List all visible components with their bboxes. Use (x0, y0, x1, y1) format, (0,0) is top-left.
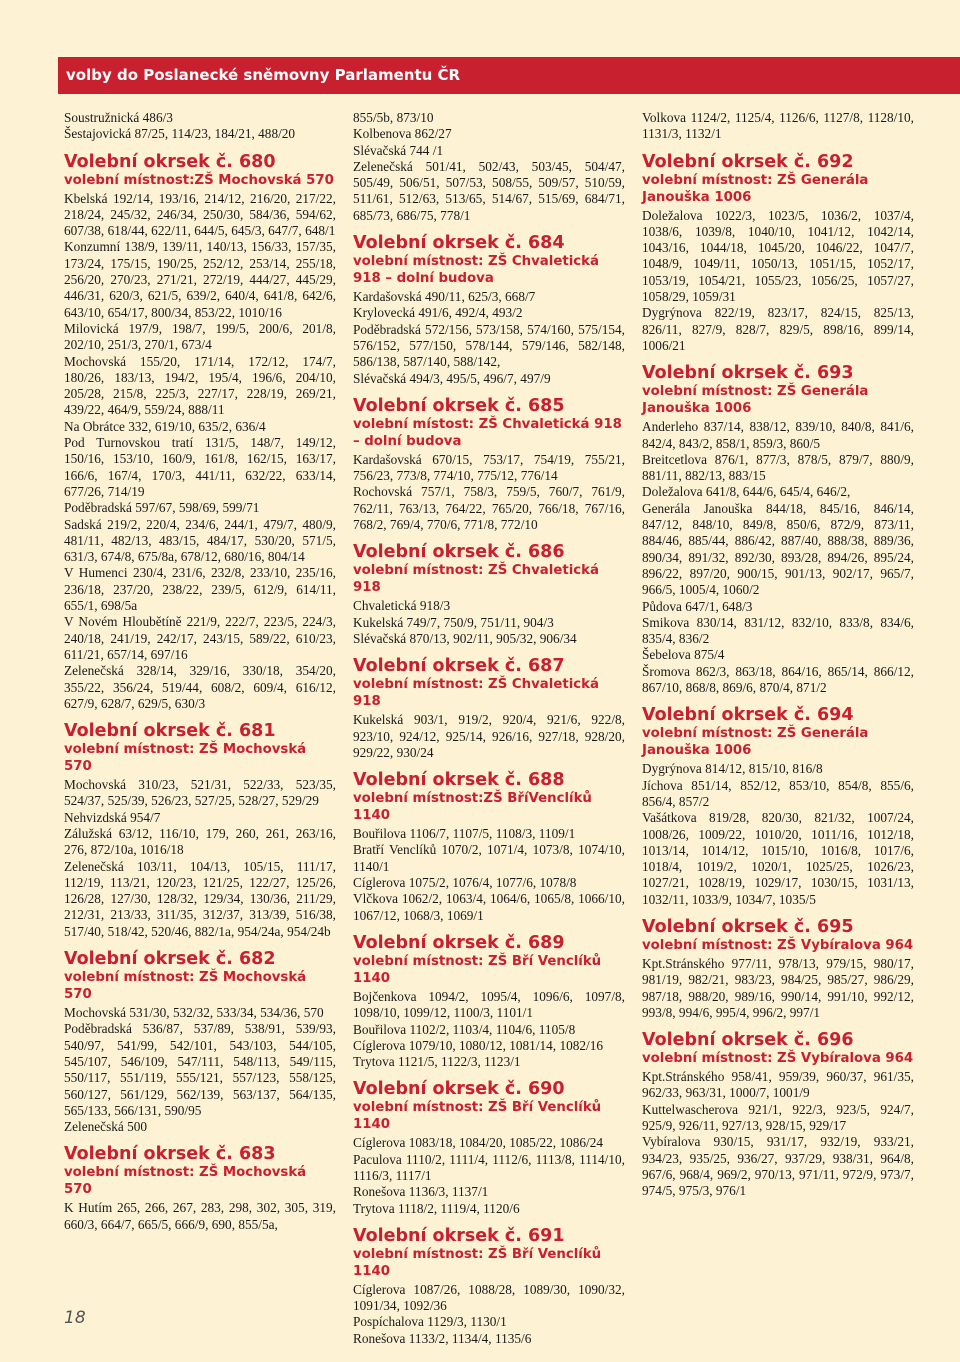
street-entry: Zelenečská 501/41, 502/43, 503/45, 504/47, 505/49, 506/51, 507/53, 508/55, 509/57, 510/59, 511/61, 512/63, 513/65, 514/67, 515/69, 684/71, 685/73, 686/75, 778/1 (353, 158, 625, 223)
street-entry: Slévačská 744 /1 (353, 142, 444, 158)
street-entry: Vašátkova 819/28, 820/30, 821/32, 1007/24, 1008/26, 1009/22, 1010/20, 1011/16, 1012/18, 1013/14, 1014/12, 1015/10, 1016/8, 1017/6, 1018/4, 1019/2, 1020/1, 1025/25, 1026/23, 1027/21, 1028/19, 1029/17, 1030/15, 1031/13, 1032/11, 1033/9, 1034/7, 1035/5 (642, 810, 914, 907)
street-entry: Bojčenkova 1094/2, 1095/4, 1096/6, 1097/8, 1098/10, 1099/12, 1100/3, 1101/1 (353, 988, 625, 1021)
street-entry: Poděbradská 572/156, 573/158, 574/160, 575/154, 576/152, 577/150, 578/144, 579/146, 582/148, 586/138, 587/140, 588/142, (353, 321, 625, 370)
street-entry: Půdova 647/1, 648/3 (642, 598, 753, 614)
page-title: volby do Poslanecké sněmovny Parlamentu ČR (66, 66, 461, 84)
precinct-heading: Volební okrsek č. 681 (64, 721, 276, 742)
column-2 (353, 110, 625, 1347)
precinct-heading: Volební okrsek č. 691 (353, 1225, 565, 1246)
street-entry: Doležalova 641/8, 644/6, 645/4, 646/2, (642, 484, 851, 500)
precinct-section (353, 1080, 625, 1216)
precinct-heading: Volební okrsek č. 694 (642, 705, 854, 726)
street-entry: Kukelská 903/1, 919/2, 920/4, 921/6, 922/8, 923/10, 924/12, 925/14, 926/16, 927/18, 928/20, 929/22, 930/24 (353, 712, 625, 760)
precinct-heading: Volební okrsek č. 683 (64, 1144, 276, 1165)
polling-station: volební místnost: ZŠ Generála Janouška 1006 (642, 726, 869, 759)
precinct-heading: Volební okrsek č. 690 (353, 1079, 565, 1100)
street-entry: Smikova 830/14, 831/12, 832/10, 833/8, 834/6, 835/4, 836/2 (642, 614, 914, 647)
precinct-section (642, 364, 914, 696)
street-entry: Anderleho 837/14, 838/12, 839/10, 840/8, 841/6, 842/4, 843/2, 858/1, 859/3, 860/5 (642, 419, 914, 451)
precinct-section (64, 153, 336, 713)
street-entry: Zelenečská 103/11, 104/13, 105/15, 111/17, 112/19, 113/21, 120/23, 121/25, 122/27, 125/26, 126/28, 127/30, 128/32, 129/34, 130/36, 211/29, 212/31, 213/33, 311/35, 312/37, 313/39, 516/38, 517/40, 518/42, 520/46, 882/1a, 954/24a, 954/24b (64, 858, 336, 939)
polling-station: volební místnost: ZŠ Mochovská 570 (64, 742, 307, 775)
street-entry: Generála Janouška 844/18, 845/16, 846/14, 847/12, 848/10, 849/8, 850/6, 872/9, 873/11, 884/46, 885/44, 886/42, 887/40, 888/38, 889/36, 890/34, 891/32, 892/30, 893/28, 894/26, 895/24, 896/22, 897/20, 900/15, 901/13, 902/17, 965/7, 966/5, 1005/4, 1060/2 (642, 500, 914, 598)
street-entry: Sadská 219/2, 220/4, 234/6, 244/1, 479/7, 480/9, 481/11, 482/13, 483/15, 484/17, 530/20, 571/5, 631/3, 674/8, 675/8a, 678/12, 680/16, 804/14 (64, 516, 336, 565)
polling-station: volební místnost:ZŠ BříVenclíků 1140 (353, 791, 592, 824)
header-banner (58, 57, 960, 94)
street-entry: Doležalova 1022/3, 1023/5, 1036/2, 1037/4, 1038/6, 1039/8, 1040/10, 1041/12, 1042/14, 1043/16, 1044/18, 1045/20, 1046/22, 1047/7, 1048/9, 1049/11, 1050/13, 1051/15, 1052/17, 1053/19, 1054/21, 1055/23, 1056/25, 1057/27, 1058/29, 1059/31 (642, 207, 914, 305)
street-entry: Rochovská 757/1, 758/3, 759/5, 760/7, 761/9, 762/11, 763/13, 764/22, 765/20, 766/18, 767/16, 768/2, 769/4, 770/6, 771/8, 772/10 (353, 484, 625, 533)
street-entry: Kpt.Stránského 977/11, 978/13, 979/15, 980/17, 981/19, 982/21, 983/23, 984/25, 985/27, 986/29, 987/18, 988/20, 989/16, 990/14, 991/10, 992/12, 993/8, 994/6, 995/4, 996/2, 997/1 (642, 955, 914, 1020)
street-entry: Cíglerova 1079/10, 1080/12, 1081/14, 1082/16 (353, 1037, 604, 1053)
street-entry: Pod Turnovskou tratí 131/5, 148/7, 149/12, 150/16, 153/10, 160/9, 161/8, 162/15, 163/17, 166/6, 167/4, 170/3, 441/11, 632/22, 633/14, 677/26, 714/19 (64, 435, 336, 499)
street-entry: Kuttelwascherova 921/1, 922/3, 923/5, 924/7, 925/9, 926/11, 927/13, 928/15, 929/17 (642, 1101, 914, 1134)
precinct-heading: Volební okrsek č. 695 (642, 916, 854, 937)
column-3 (642, 110, 914, 1200)
polling-station: volební místnost: ZŠ Mochovská 570 (64, 970, 307, 1003)
polling-station: volební místnost: ZŠ Vybíralova 964 (642, 937, 914, 953)
street-entry: Bratří Venclíků 1070/2, 1071/4, 1073/8, 1074/10, 1140/1 (353, 842, 625, 874)
polling-station: volební místnost: ZŠ Generála Janouška 1006 (642, 172, 869, 205)
street-entry: Na Obrátce 332, 619/10, 635/2, 636/4 (64, 418, 266, 434)
precinct-heading: Volební okrsek č. 684 (353, 233, 565, 254)
street-entry: Bouřilova 1106/7, 1107/5, 1108/3, 1109/1 (353, 826, 576, 842)
street-entry: Pospíchalova 1129/3, 1130/1 (353, 1314, 507, 1330)
polling-station: volební místnost: ZŠ Mochovská 570 (64, 1165, 307, 1198)
page-number: 18 (64, 1308, 86, 1328)
precinct-heading: Volební okrsek č. 689 (353, 932, 565, 953)
precinct-heading: Volební okrsek č. 685 (353, 395, 565, 416)
precinct-heading: Volební okrsek č. 682 (64, 949, 276, 970)
street-entry: Breitcetlova 876/1, 877/3, 878/5, 879/7, 880/9, 881/11, 882/13, 883/15 (642, 451, 914, 484)
precinct-section (642, 1031, 914, 1199)
street-entry: V Novém Hloubětíně 221/9, 222/7, 223/5, 224/3, 240/18, 241/19, 242/17, 243/15, 589/22, 610/23, 611/21, 657/14, 697/16 (64, 614, 336, 662)
precinct-section (353, 110, 625, 224)
column-1 (64, 110, 336, 1233)
precinct-section (353, 934, 625, 1070)
polling-station: volební místnost: ZŠ Vybíralova 964 (642, 1051, 914, 1067)
polling-station: volební místnost: ZŠ Bří Venclíků 1140 (353, 1246, 602, 1279)
street-entry: Nehvizdská 954/7 (64, 809, 161, 825)
street-entry: Trytova 1118/2, 1119/4, 1120/6 (353, 1200, 520, 1216)
street-entry: Vybíralova 930/15, 931/17, 932/19, 933/21, 934/23, 935/25, 936/27, 937/29, 938/31, 964/8, 967/6, 968/4, 969/2, 970/13, 971/11, 972/9, 973/7, 974/5, 975/3, 976/1 (642, 1134, 914, 1199)
street-entry: Poděbradská 536/87, 537/89, 538/91, 539/93, 540/97, 541/99, 542/101, 543/103, 544/105, 545/107, 546/109, 547/111, 548/113, 549/115, 550/117, 551/119, 555/121, 557/123, 558/125, 560/127, 561/129, 562/139, 563/137, 564/135, 565/133, 566/131, 590/95 (64, 1021, 336, 1118)
street-entry: Cíglerova 1083/18, 1084/20, 1085/22, 1086/24 (353, 1135, 604, 1151)
precinct-heading: Volební okrsek č. 696 (642, 1030, 854, 1051)
precinct-section (353, 771, 625, 924)
street-entry: Slévačská 870/13, 902/11, 905/32, 906/34 (353, 630, 577, 646)
street-entry: Bouřilova 1102/2, 1103/4, 1104/6, 1105/8 (353, 1021, 576, 1037)
street-entry: Milovická 197/9, 198/7, 199/5, 200/6, 201/8, 202/10, 251/3, 270/1, 673/4 (64, 320, 336, 353)
precinct-heading: Volební okrsek č. 686 (353, 542, 565, 563)
street-entry: 855/5b, 873/10 (353, 110, 434, 125)
precinct-heading: Volební okrsek č. 687 (353, 656, 565, 677)
precinct-section (353, 397, 625, 533)
street-entry: Jíchova 851/14, 852/12, 853/10, 854/8, 855/6, 856/4, 857/2 (642, 777, 914, 809)
precinct-heading: Volební okrsek č. 692 (642, 151, 854, 172)
street-entry: Mochovská 531/30, 532/32, 533/34, 534/36, 570 (64, 1005, 324, 1021)
precinct-section (64, 1145, 336, 1233)
street-entry: Ronešova 1136/3, 1137/1 (353, 1184, 489, 1200)
street-entry: Dygrýnova 814/12, 815/10, 816/8 (642, 761, 823, 777)
precinct-section (353, 543, 625, 647)
street-entry: V Humenci 230/4, 231/6, 232/8, 233/10, 235/16, 236/18, 237/20, 238/22, 239/5, 612/9, 614/11, 655/1, 698/5a (64, 565, 336, 614)
street-entry: Šebelova 875/4 (642, 647, 725, 663)
precinct-section (64, 110, 336, 143)
precinct-section (353, 234, 625, 387)
precinct-heading: Volební okrsek č. 693 (642, 363, 854, 384)
street-entry: Mochovská 310/23, 521/31, 522/33, 523/35, 524/37, 525/39, 526/23, 527/25, 528/27, 529/29 (64, 777, 336, 809)
polling-station: volební místnost:ZŠ Mochovská 570 (64, 172, 334, 188)
street-entry: Chvaletická 918/3 (353, 598, 451, 614)
street-entry: Poděbradská 597/67, 598/69, 599/71 (64, 500, 260, 516)
street-entry: Kolbenova 862/27 (353, 126, 452, 142)
street-entry: Kardašovská 490/11, 625/3, 668/7 (353, 289, 536, 305)
street-entry: Kpt.Stránského 958/41, 959/39, 960/37, 961/35, 962/33, 963/31, 1000/7, 1001/9 (642, 1069, 914, 1101)
polling-station: volební místnost: ZŠ Chvaletická 918 (353, 677, 599, 710)
street-entry: Kukelská 749/7, 750/9, 751/11, 904/3 (353, 614, 554, 630)
street-entry: Zálužská 63/12, 116/10, 179, 260, 261, 263/16, 276, 872/10a, 1016/18 (64, 825, 336, 858)
street-entry: Dygrýnova 822/19, 823/17, 824/15, 825/13, 826/11, 827/9, 828/7, 829/5, 898/16, 899/14, 1006/21 (642, 305, 914, 353)
polling-station: volební místnost: ZŠ Bří Venclíků 1140 (353, 953, 602, 986)
street-entry: K Hutím 265, 266, 267, 283, 298, 302, 305, 319, 660/3, 664/7, 665/5, 666/9, 690, 855/5a, (64, 1200, 336, 1232)
street-entry: Cíglerova 1075/2, 1076/4, 1077/6, 1078/8 (353, 875, 577, 891)
polling-station: volební místnost: ZŠ Chvaletická 918 – dolní budova (353, 254, 599, 287)
precinct-section (642, 706, 914, 908)
street-entry: Šromova 862/3, 863/18, 864/16, 865/14, 866/12, 867/10, 868/8, 869/6, 870/4, 871/2 (642, 663, 914, 696)
polling-station: volební místnost: ZŠ Generála Janouška 1006 (642, 384, 869, 417)
street-entry: Konzumní 138/9, 139/11, 140/13, 156/33, 157/35, 173/24, 175/15, 190/25, 252/12, 253/14, 255/18, 256/20, 270/23, 271/21, 272/19, 444/27, 445/29, 446/31, 620/3, 621/5, 639/2, 640/4, 641/8, 642/6, 643/10, 654/17, 800/34, 853/22, 1010/16 (64, 239, 336, 320)
street-entry: Ronešova 1133/2, 1134/4, 1135/6 (353, 1330, 532, 1346)
street-entry: Zelenečská 500 (64, 1119, 148, 1135)
precinct-heading: Volební okrsek č. 688 (353, 770, 565, 791)
precinct-section (353, 1227, 625, 1347)
precinct-section (64, 722, 336, 940)
precinct-section (64, 950, 336, 1135)
street-entry: Mochovská 155/20, 171/14, 172/12, 174/7, 180/26, 183/13, 194/2, 195/4, 196/6, 204/10, 205/28, 215/8, 225/3, 227/17, 228/19, 269/21, 439/22, 464/9, 559/24, 888/11 (64, 353, 336, 418)
precinct-heading: Volební okrsek č. 680 (64, 151, 276, 172)
street-entry: Kbelská 192/14, 193/16, 214/12, 216/20, 217/22, 218/24, 245/32, 246/34, 250/30, 584/36, 594/62, 607/38, 618/44, 622/11, 644/5, 645/3, 647/7, 648/1 (64, 190, 336, 239)
street-entry: Volkova 1124/2, 1125/4, 1126/6, 1127/8, 1128/10, 1131/3, 1132/1 (642, 110, 914, 142)
polling-station: volební místost: ZŠ Chvaletická 918 – dolní budova (353, 416, 622, 449)
street-entry: Krylovecká 491/6, 492/4, 493/2 (353, 305, 523, 321)
precinct-section (353, 657, 625, 761)
street-entry: Šestajovická 87/25, 114/23, 184/21, 488/20 (64, 126, 296, 142)
street-entry: Cíglerova 1087/26, 1088/28, 1089/30, 1090/32, 1091/34, 1092/36 (353, 1281, 625, 1314)
street-entry: Soustružnická 486/3 (64, 110, 173, 125)
street-entry: Zelenečská 328/14, 329/16, 330/18, 354/20, 355/22, 356/24, 519/44, 608/2, 609/4, 616/12, 627/9, 628/7, 629/5, 630/3 (64, 663, 336, 711)
polling-station: volební místnost: ZŠ Chvaletická 918 (353, 563, 599, 596)
polling-station: volební místnost: ZŠ Bří Venclíků 1140 (353, 1100, 602, 1133)
precinct-section (642, 918, 914, 1021)
street-entry: Vlčkova 1062/2, 1063/4, 1064/6, 1065/8, 1066/10, 1067/12, 1068/3, 1069/1 (353, 891, 625, 923)
precinct-section (642, 153, 914, 355)
street-entry: Paculova 1110/2, 1111/4, 1112/6, 1113/8, 1114/10, 1116/3, 1117/1 (353, 1151, 625, 1183)
precinct-section (642, 110, 914, 143)
street-entry: Trytova 1121/5, 1122/3, 1123/1 (353, 1054, 521, 1070)
street-entry: Slévačská 494/3, 495/5, 496/7, 497/9 (353, 370, 551, 386)
street-entry: Kardašovská 670/15, 753/17, 754/19, 755/21, 756/23, 773/8, 774/10, 775/12, 776/14 (353, 451, 625, 484)
